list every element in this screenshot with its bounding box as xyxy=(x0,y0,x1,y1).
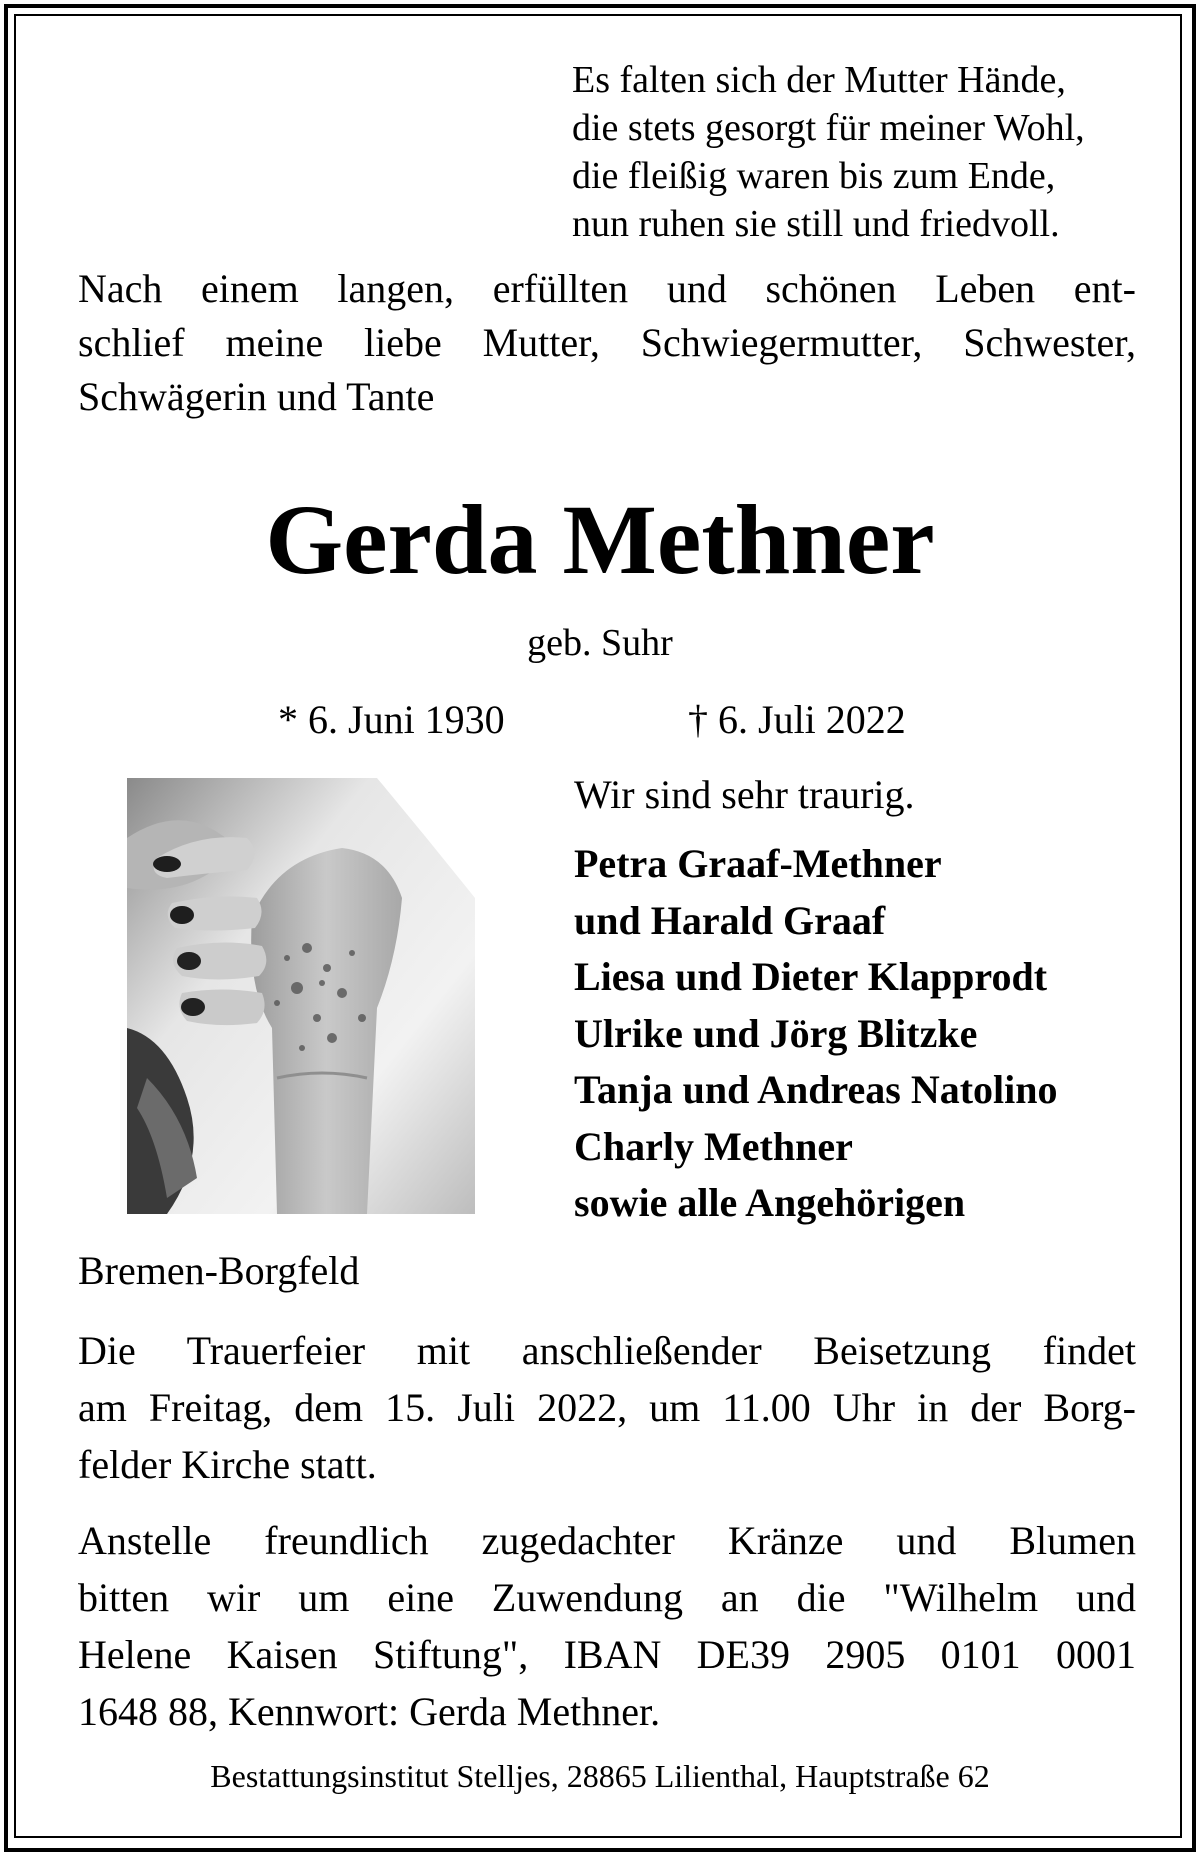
mourner-name: und Harald Graaf xyxy=(574,897,886,943)
intro-line: Nach einem langen, erfüllten und schönen Leben ent- xyxy=(78,266,1136,311)
intro-line: Schwägerin und Tante xyxy=(78,374,435,419)
poem-line: nun ruhen sie still und friedvoll. xyxy=(572,203,1060,245)
hands-photo xyxy=(127,778,475,1214)
poem-line: die fleißig waren bis zum Ende, xyxy=(572,155,1056,197)
donation-line: Helene Kaisen Stiftung", IBAN DE39 2905 0101 0001 xyxy=(78,1632,1136,1677)
donation-text xyxy=(78,1512,1136,1740)
mourning-statement: Wir sind sehr traurig. xyxy=(574,772,915,817)
mourner-name: Liesa und Dieter Klapprodt xyxy=(574,954,1048,999)
intro-text xyxy=(78,262,1136,424)
deceased-name: Gerda Methner xyxy=(265,484,935,595)
mourner-name: Tanja und Andreas Natolino xyxy=(574,1067,1058,1112)
service-line: felder Kirche statt. xyxy=(78,1442,377,1487)
place: Bremen-Borgfeld xyxy=(78,1248,360,1293)
intro-line: schlief meine liebe Mutter, Schwiegermutter, Schwester, xyxy=(78,320,1136,365)
mourner-name: Ulrike und Jörg Blitzke xyxy=(574,1010,978,1056)
mourner-name: sowie alle Angehörigen xyxy=(574,1180,966,1225)
poem-line: die stets gesorgt für meiner Wohl, xyxy=(572,107,1085,149)
mourner-name: Petra Graaf-Methner xyxy=(574,841,942,886)
donation-line: bitten wir um eine Zuwendung an die "Wilhelm und xyxy=(78,1575,1136,1620)
poem-line: Es falten sich der Mutter Hände, xyxy=(572,59,1066,101)
maiden-name: geb. Suhr xyxy=(527,622,673,664)
mourners-list xyxy=(574,836,1058,1232)
service-line: am Freitag, dem 15. Juli 2022, um 11.00 Uhr in der Borg- xyxy=(78,1385,1136,1430)
funeral-home: Bestattungsinstitut Stelljes, 28865 Lilienthal, Hauptstraße 62 xyxy=(210,1758,990,1794)
service-line: Die Trauerfeier mit anschließender Beisetzung findet xyxy=(78,1328,1136,1373)
service-text xyxy=(78,1322,1136,1493)
donation-line: 1648 88, Kennwort: Gerda Methner. xyxy=(78,1689,661,1734)
mourner-name: Charly Methner xyxy=(574,1123,853,1169)
birth-date: * 6. Juni 1930 xyxy=(278,697,505,742)
death-date: † 6. Juli 2022 xyxy=(688,697,906,742)
poem xyxy=(572,56,1132,248)
donation-line: Anstelle freundlich zugedachter Kränze und Blumen xyxy=(78,1518,1136,1563)
